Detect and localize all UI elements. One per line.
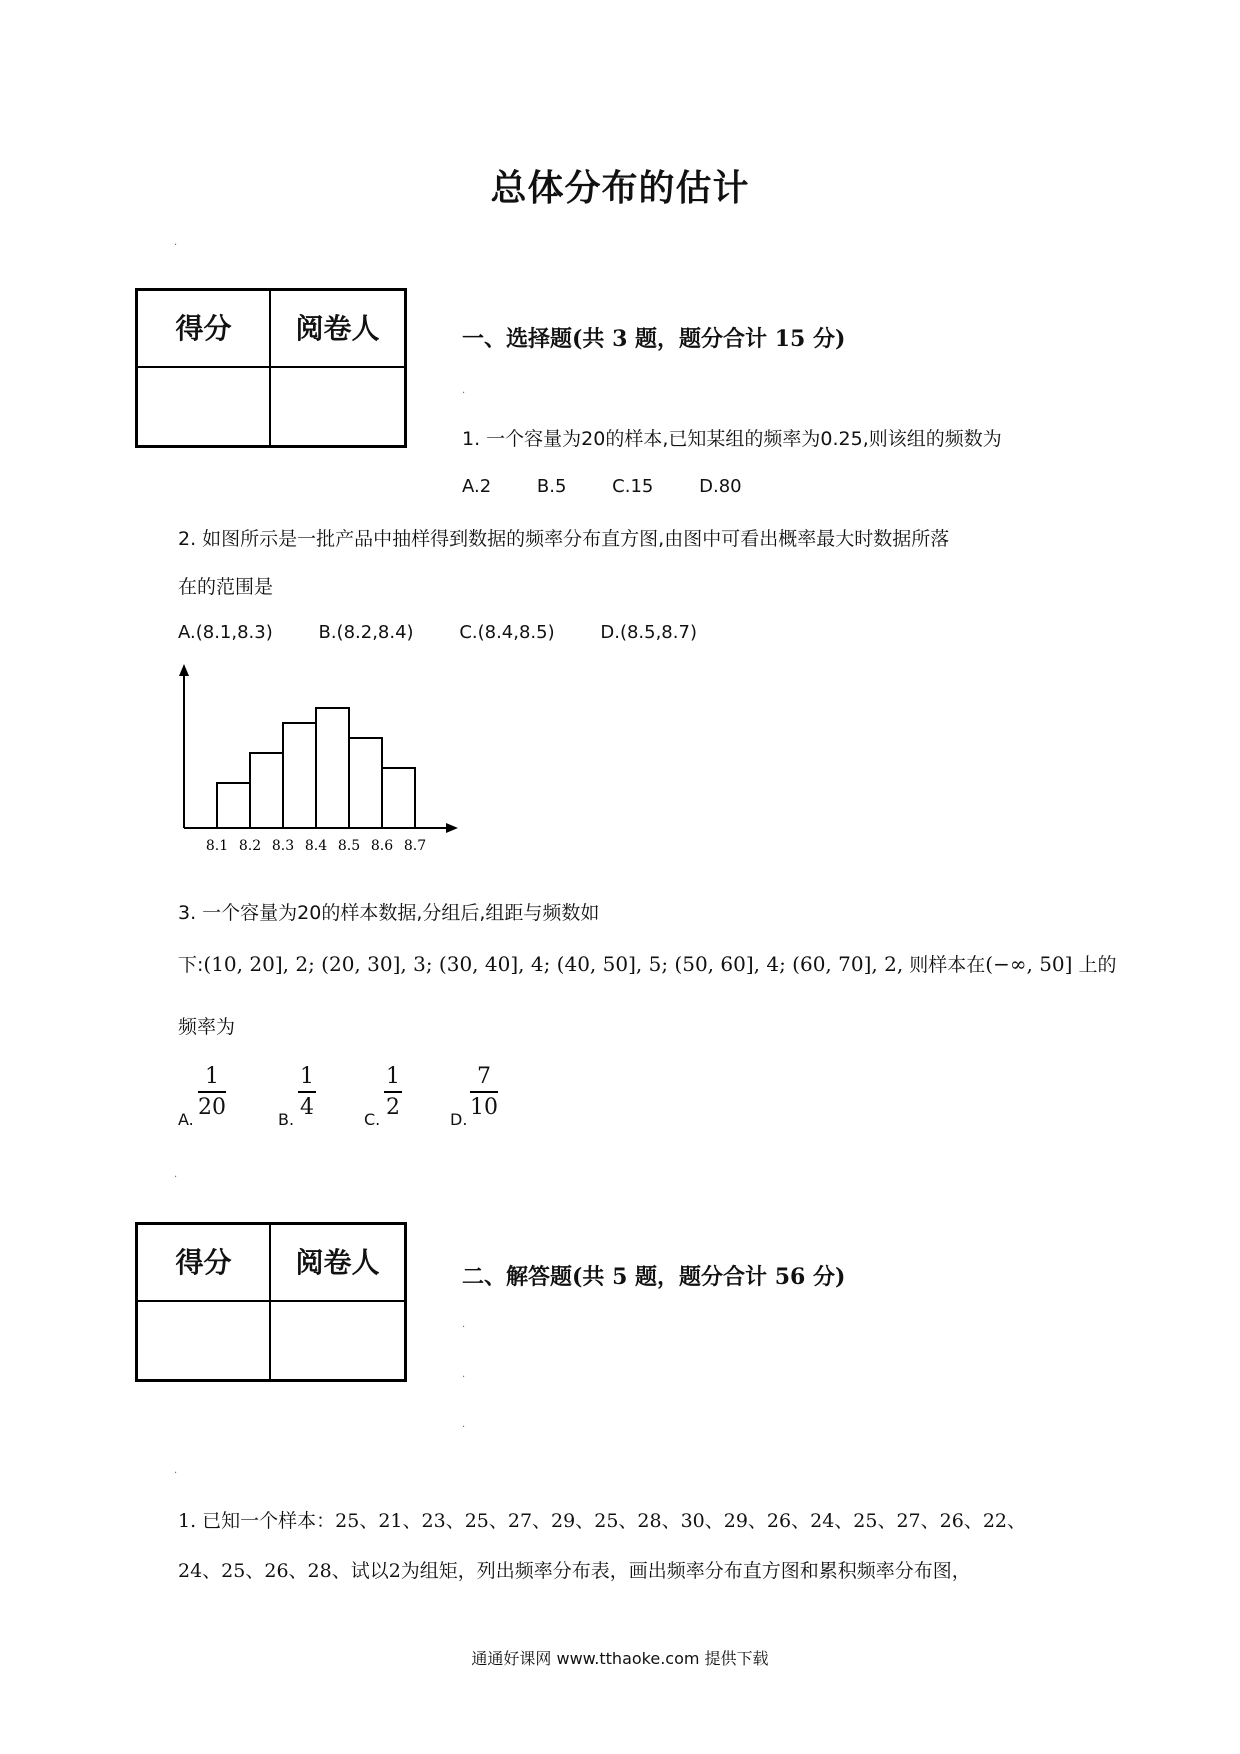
question-1-2-line2: 在的范围是 [178, 576, 274, 598]
numerator: 1 [384, 1064, 402, 1093]
section-2-heading: 二、解答题(共 5 题，题分合计 56 分) [462, 1264, 846, 1290]
grader-header: 阅卷人 [271, 291, 404, 368]
question-1-2-options [178, 622, 737, 643]
grading-table-1 [135, 288, 407, 448]
y-axis-arrow [179, 664, 189, 676]
option-b-fraction [298, 1064, 316, 1120]
histogram-bar [283, 723, 316, 828]
option-a: A.2 [462, 476, 492, 497]
option-c-fraction [384, 1064, 402, 1120]
x-tick-label: 8.5 [337, 838, 361, 854]
histogram-bar [250, 753, 283, 828]
score-cell[interactable] [138, 368, 271, 445]
histogram-bar [316, 708, 349, 828]
option-a: A.(8.1,8.3) [178, 622, 273, 643]
question-1-3-line3: 频率为 [178, 1016, 236, 1038]
grader-cell[interactable] [271, 368, 404, 445]
option-d-label: D. [450, 1110, 468, 1129]
group-frequencies: (10, 20], 2; (20, 30], 3; (30, 40], 4; (40, 50], 5; (50, 60], 4; (60, 70], 2, [203, 952, 904, 976]
text-prefix: 下: [178, 954, 204, 976]
x-tick-label: 8.6 [370, 838, 394, 854]
numerator: 1 [198, 1064, 226, 1093]
option-c-label: C. [364, 1110, 381, 1129]
page-footer: 通通好课网 www.tthaoke.com 提供下载 [471, 1649, 769, 1668]
option-b: B.(8.2,8.4) [318, 622, 414, 643]
question-1-1-text: 1. 一个容量为20的样本,已知某组的频率为0.25,则该组的频数为 [462, 428, 1002, 450]
page-title: 总体分布的估计 [490, 168, 750, 209]
histogram-bar [349, 738, 382, 828]
denominator: 10 [470, 1095, 498, 1120]
x-tick-label: 8.4 [304, 838, 328, 854]
option-a-label: A. [178, 1110, 194, 1129]
numerator: 7 [470, 1064, 498, 1093]
denominator: 2 [386, 1095, 400, 1120]
x-tick-label: 8.1 [205, 838, 229, 854]
histogram-bar [217, 783, 250, 828]
histogram-bar [382, 768, 415, 828]
option-d-fraction [470, 1064, 498, 1120]
score-cell[interactable] [138, 1302, 271, 1379]
paragraph-mark: · [462, 1422, 466, 1433]
paragraph-mark: · [174, 1468, 178, 1479]
question-1-2-line1: 2. 如图所示是一批产品中抽样得到数据的频率分布直方图,由图中可看出概率最大时数据所落 [178, 528, 950, 550]
numerator: 1 [298, 1064, 316, 1093]
paragraph-mark: · [462, 1322, 466, 1333]
question-2-1-line1: 1. 已知一个样本：25、21、23、25、27、29、25、28、30、29、26、24、25、27、26、22、 [178, 1510, 1026, 1532]
interval: (−∞, 50] [985, 952, 1073, 976]
x-tick-label: 8.3 [271, 838, 295, 854]
question-1-3-line1: 3. 一个容量为20的样本数据,分组后,组距与频数如 [178, 902, 600, 924]
option-d: D.(8.5,8.7) [600, 622, 697, 643]
option-b-label: B. [278, 1110, 295, 1129]
denominator: 4 [300, 1095, 314, 1120]
score-header: 得分 [138, 1225, 271, 1302]
question-1-3-line2 [178, 950, 1117, 977]
option-b: B.5 [536, 476, 567, 497]
grader-cell[interactable] [271, 1302, 404, 1379]
option-a-fraction [198, 1064, 226, 1120]
grading-table-2 [135, 1222, 407, 1382]
text-suffix: 上的 [1078, 954, 1117, 976]
x-axis-arrow [446, 823, 458, 833]
section-1-heading: 一、选择题(共 3 题，题分合计 15 分) [462, 326, 846, 352]
x-tick-label: 8.7 [403, 838, 427, 854]
x-tick-label: 8.2 [238, 838, 262, 854]
score-header: 得分 [138, 291, 271, 368]
denominator: 20 [198, 1095, 226, 1120]
question-2-1-line2: 24、25、26、28、试以2为组矩，列出频率分布表，画出频率分布直方图和累积频率分布图， [178, 1560, 971, 1582]
paragraph-mark: · [462, 1372, 466, 1383]
question-1-1-options [462, 476, 782, 497]
option-d: D.80 [699, 476, 742, 497]
frequency-histogram [170, 660, 470, 860]
paragraph-mark: · [174, 1172, 178, 1183]
option-c: C.(8.4,8.5) [459, 622, 555, 643]
paragraph-mark: · [174, 240, 178, 251]
text-mid: 则样本在 [909, 954, 986, 976]
option-c: C.15 [612, 476, 654, 497]
paragraph-mark: · [462, 388, 466, 399]
grader-header: 阅卷人 [271, 1225, 404, 1302]
